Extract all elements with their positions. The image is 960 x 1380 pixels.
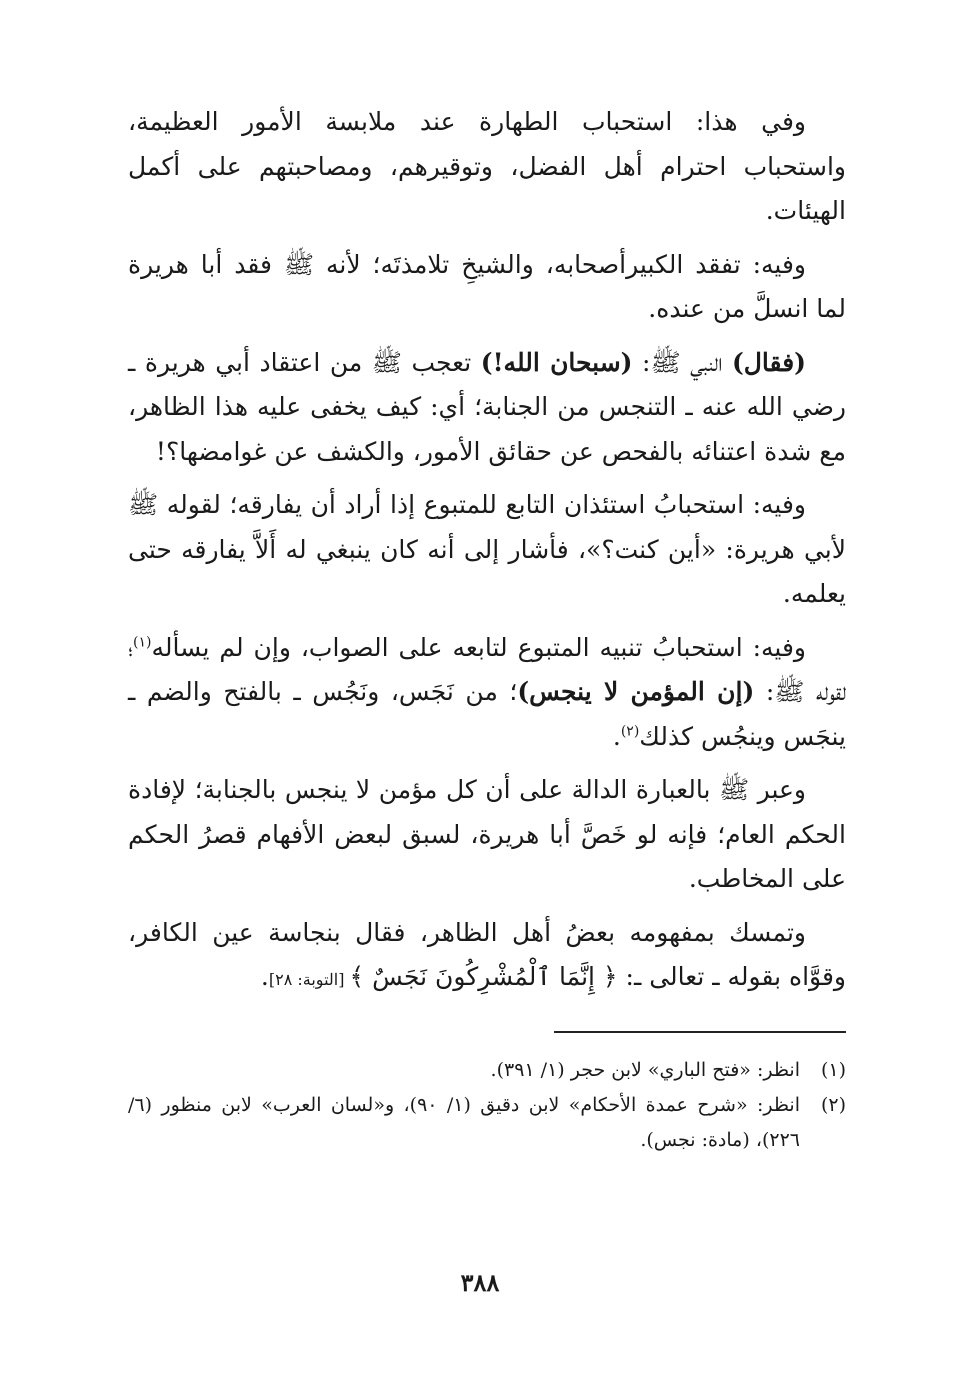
- paragraph-3-text-2: تعجب ﷺ من اعتقاد أبي هريرة ـ رضي الله عنه ـ التنجس من الجنابة؛ أي: كيف يخفى عليه هذا الظاهر، مع شدة اعتنائه بالفحص عن حقائق الأمور، والكشف عن غوامضها؟!: [128, 347, 846, 466]
- footnote-text: انظر: «شرح عمدة الأحكام» لابن دقيق (١/ ٩٠)، و«لسان العرب» لابن منظور (٦/ ٢٢٦)، (مادة: نجس).: [128, 1093, 800, 1151]
- paragraph-7-text-1: وتمسك بمفهومه بعضُ أهل الظاهر، فقال بنجاسة عين الكافر، وقوَّاه بقوله ـ تعالى ـ:: [128, 917, 846, 991]
- paragraph-6: وعبر ﷺ بالعبارة الدالة على أن كل مؤمن لا ينجس بالجنابة؛ لإفادة الحكم العام؛ فإنه لو خَصَّ أبا هريرة، لسبق لبعض الأفهام قصرُ الحكم على المخاطب.: [128, 775, 846, 893]
- footnote-text: انظر: «فتح الباري» لابن حجر (١/ ٣٩١).: [490, 1058, 800, 1081]
- paragraph-5-text-3: ؛ من نَجَس، ونَجُس ـ بالفتح والضم ـ ينجَس وينجُس كذلك: [128, 677, 846, 751]
- quoted-hadith-subhanallah: (سبحان الله!): [480, 347, 633, 377]
- quoted-hadith-mumin: (إن المؤمن لا ينجس): [517, 677, 755, 706]
- footnote-number: (١): [820, 1058, 846, 1081]
- paragraph-3-text-1: النبي ﷺ:: [632, 347, 732, 377]
- paragraph-5: [128, 626, 846, 760]
- quran-verse: ﴿ إِنَّمَا ٱلْمُشْرِكُونَ نَجَسٌ ﴾: [349, 962, 618, 991]
- paragraph-7: [128, 911, 846, 1003]
- footnote-1: [128, 1053, 846, 1088]
- paragraph-7-text-2: .: [260, 962, 269, 991]
- page-number: ٣٨٨: [460, 1268, 500, 1297]
- paragraph-4: وفيه: استحبابُ استئذان التابع للمتبوع إذا أراد أن يفارقه؛ لقوله ﷺ لأبي هريرة: «أين كنت؟»، فأشار إلى أنه كان ينبغي له أَلاَّ يفارقه حتى يعلمه.: [128, 490, 846, 608]
- footnote-2: [128, 1088, 846, 1158]
- body-text: [128, 100, 846, 1003]
- paragraph-5-text-4: .: [612, 721, 621, 751]
- footnote-marker-2[interactable]: (٢): [620, 723, 640, 740]
- paragraph-3: [128, 341, 846, 475]
- footnote-number: (٢): [820, 1093, 846, 1116]
- verse-reference: [التوبة: ٢٨]: [268, 970, 350, 989]
- paragraph-1: وفي هذا: استحباب الطهارة عند ملابسة الأمور العظيمة، واستحباب احترام أهل الفضل، وتوقيرهم، ومصاحبتهم على أكمل الهيئات.: [128, 107, 846, 225]
- paragraph-5-text-2: ؛ لقوله ﷺ:: [128, 632, 846, 706]
- paragraph-2: وفيه: تفقد الكبيرأصحابه، والشيخِ تلامذتَه؛ لأنه ﷺ فقد أبا هريرة لما انسلَّ من عنده.: [128, 249, 846, 323]
- page-content: [128, 100, 846, 1158]
- footnote-marker-1[interactable]: (١): [133, 634, 152, 651]
- paragraph-5-text-1: وفيه: استحبابُ تنبيه المتبوع لتابعه على الصواب، وإن لم يسأله: [151, 632, 806, 662]
- quoted-word-faqal: (فقال): [731, 347, 806, 377]
- footnote-separator: [554, 1031, 846, 1033]
- footnotes: [128, 1053, 846, 1158]
